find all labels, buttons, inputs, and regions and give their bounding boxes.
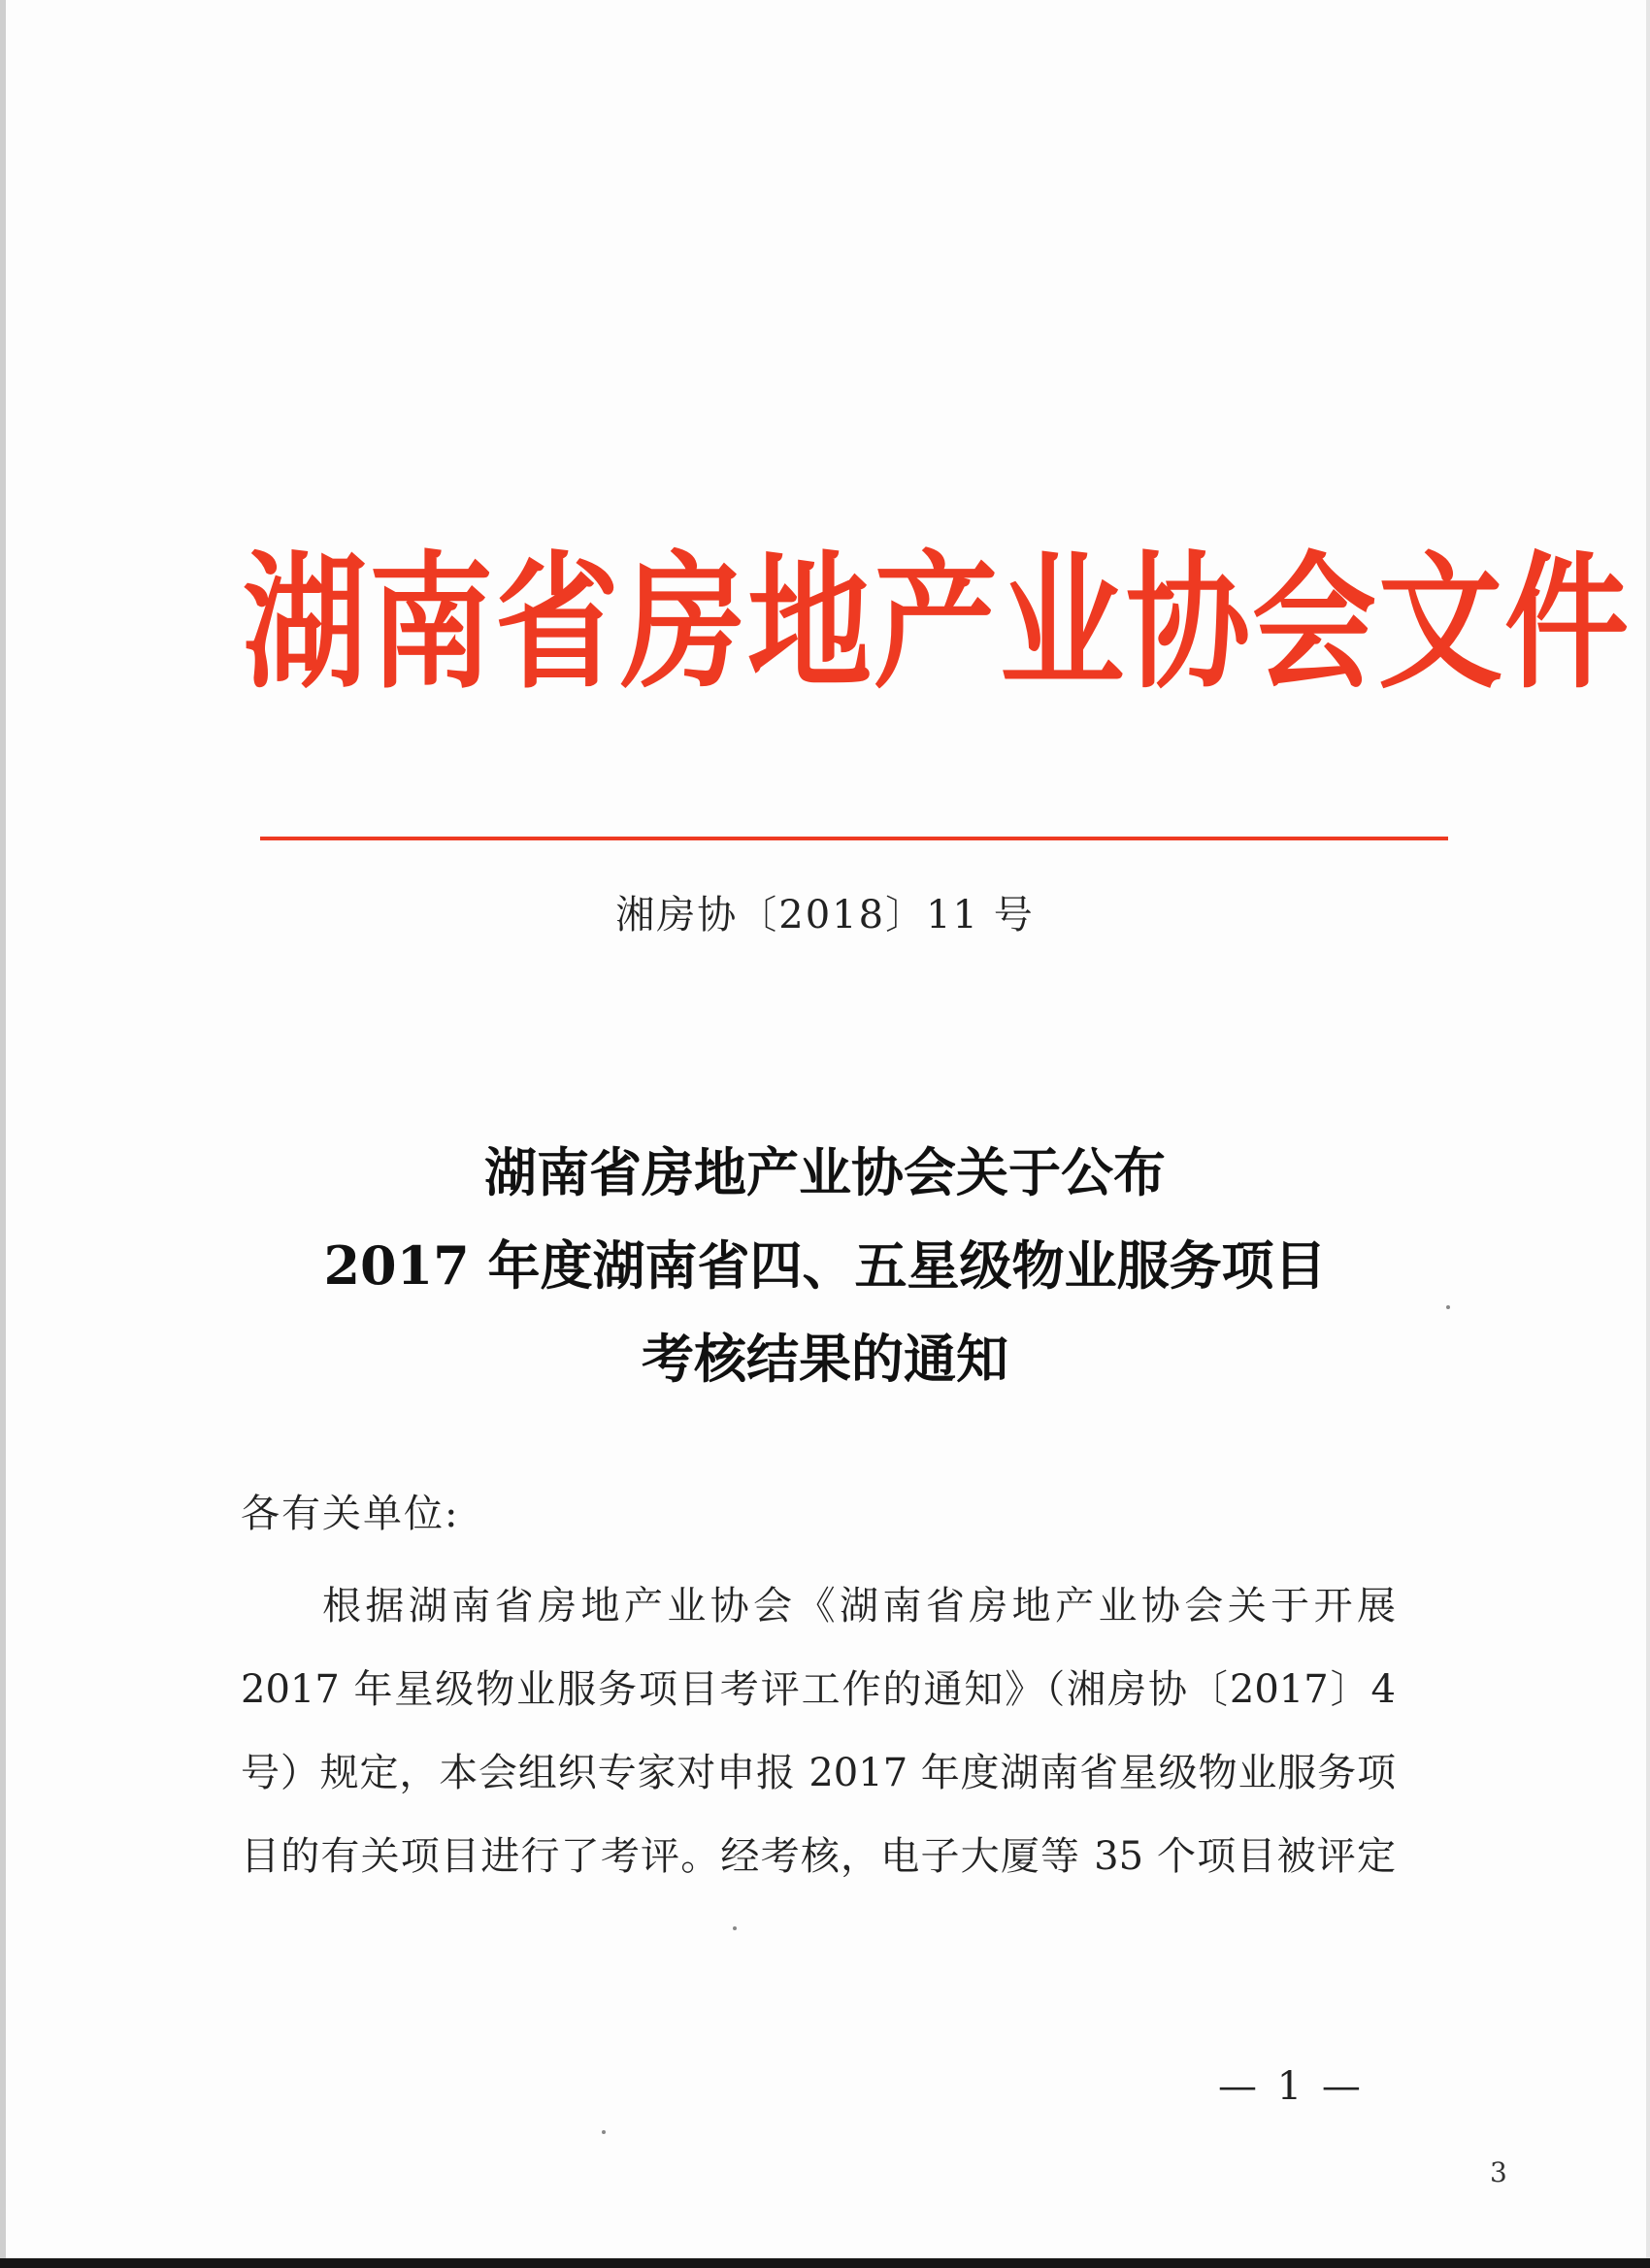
body-line: 根据湖南省房地产业协会《湖南省房地产业协会关于开展 [322,1584,1396,1628]
body-paragraph [241,1564,1396,1898]
scan-speck [1446,1305,1450,1309]
masthead-red-rule [260,837,1448,840]
scan-shadow-left [0,0,6,2268]
notice-title [146,1126,1504,1405]
scan-page-number: 3 [1490,2156,1507,2188]
masthead-title: 湖南省房地产业协会文件 [243,539,1632,709]
notice-title-line: 考核结果的通知 [642,1328,1008,1390]
scan-shadow-bottom [0,2258,1650,2268]
scan-speck [733,1926,737,1930]
document-number: 湘房协〔2018〕11 号 [615,893,1035,937]
body-line: 目的有关项目进行了考评。经考核，电子大厦等 35 个项目被评定 [241,1834,1396,1879]
scan-shadow-right [1646,0,1650,2268]
notice-title-line: 2017 年度湖南省四、五星级物业服务项目 [323,1234,1327,1297]
salutation: 各有关单位: [241,1492,460,1536]
notice-title-line: 湖南省房地产业协会关于公布 [484,1141,1166,1203]
body-line: 2017 年星级物业服务项目考评工作的通知》（湘房协〔2017〕4 [241,1667,1396,1712]
body-line: 号）规定，本会组织专家对申报 2017 年度湖南省星级物业服务项 [241,1751,1396,1795]
page-number-marker: — 1 — [1218,2064,1365,2109]
scan-speck [602,2130,606,2134]
